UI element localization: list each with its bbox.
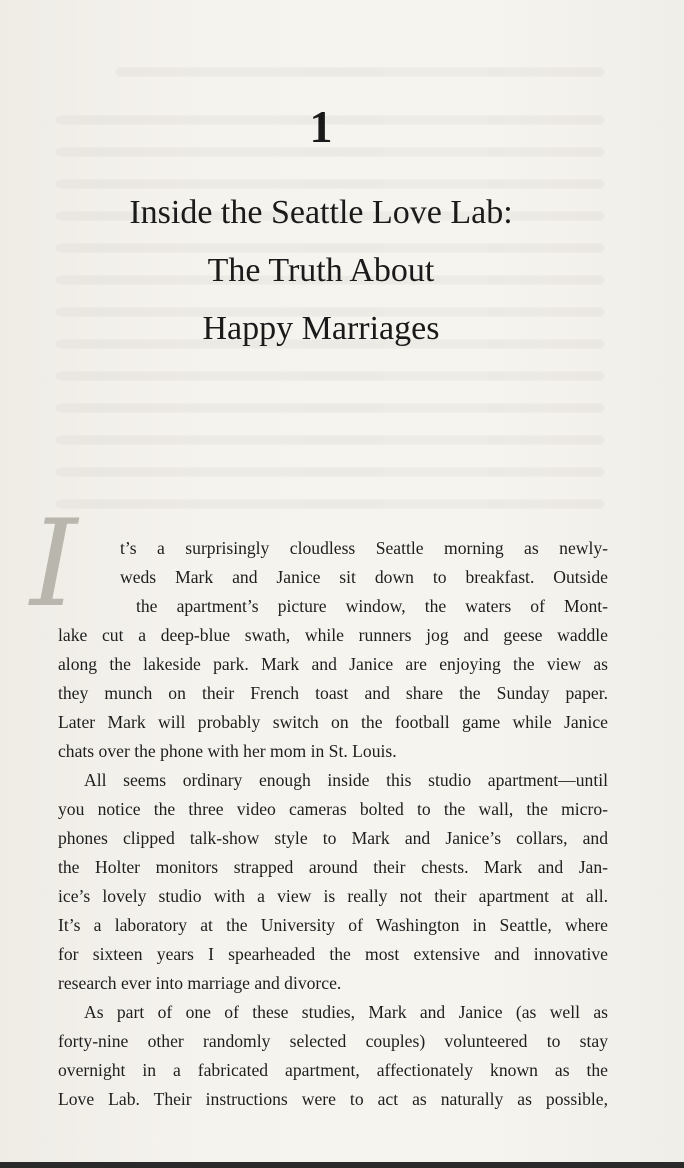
paragraph	[58, 534, 608, 766]
text-line: lake cut a deep-blue swath, while runners jog and geese waddle	[58, 625, 608, 645]
text-line: for sixteen years I spearheaded the most extensive and innovative	[58, 944, 608, 964]
text-line: t’s a surprisingly cloudless Seattle morning as newly-	[120, 538, 608, 558]
chapter-title-line: Happy Marriages	[202, 310, 440, 347]
text-line: It’s a laboratory at the University of Washington in Seattle, where	[58, 915, 608, 935]
paragraph	[58, 766, 608, 998]
text-line: you notice the three video cameras bolted to the wall, the micro-	[58, 799, 608, 819]
text-line: Later Mark will probably switch on the football game while Janice	[58, 712, 608, 732]
text-line: phones clipped talk-show style to Mark and Janice’s collars, and	[58, 828, 608, 848]
text-line: forty-nine other randomly selected couples) volunteered to stay	[58, 1031, 608, 1051]
text-line: Love Lab. Their instructions were to act as naturally as possible,	[58, 1089, 608, 1109]
text-line: they munch on their French toast and share the Sunday paper.	[58, 683, 608, 703]
text-line: As part of one of these studies, Mark and Janice (as well as	[84, 1002, 608, 1022]
text-line: the apartment’s picture window, the waters of Mont-	[136, 596, 608, 616]
paragraph	[58, 998, 608, 1114]
text-line: All seems ordinary enough inside this studio apartment—until	[84, 770, 608, 790]
text-line: the Holter monitors strapped around their chests. Mark and Jan-	[58, 857, 608, 877]
chapter-title	[80, 184, 562, 358]
text-line: weds Mark and Janice sit down to breakfast. Outside	[120, 567, 608, 587]
chapter-title-line: Inside the Seattle Love Lab:	[129, 194, 513, 231]
drop-cap-ornament: I	[30, 495, 78, 634]
chapter-number: 1	[309, 101, 333, 152]
chapter-body	[58, 534, 608, 1114]
text-line: overnight in a fabricated apartment, affectionately known as the	[58, 1060, 608, 1080]
page-bottom-edge	[0, 1162, 684, 1168]
text-line: chats over the phone with her mom in St. Louis.	[58, 741, 397, 761]
text-line: ice’s lovely studio with a view is really not their apartment at all.	[58, 886, 608, 906]
text-line: along the lakeside park. Mark and Janice are enjoying the view as	[58, 654, 608, 674]
chapter-title-line: The Truth About	[207, 252, 435, 289]
text-line: research ever into marriage and divorce.	[58, 973, 342, 993]
